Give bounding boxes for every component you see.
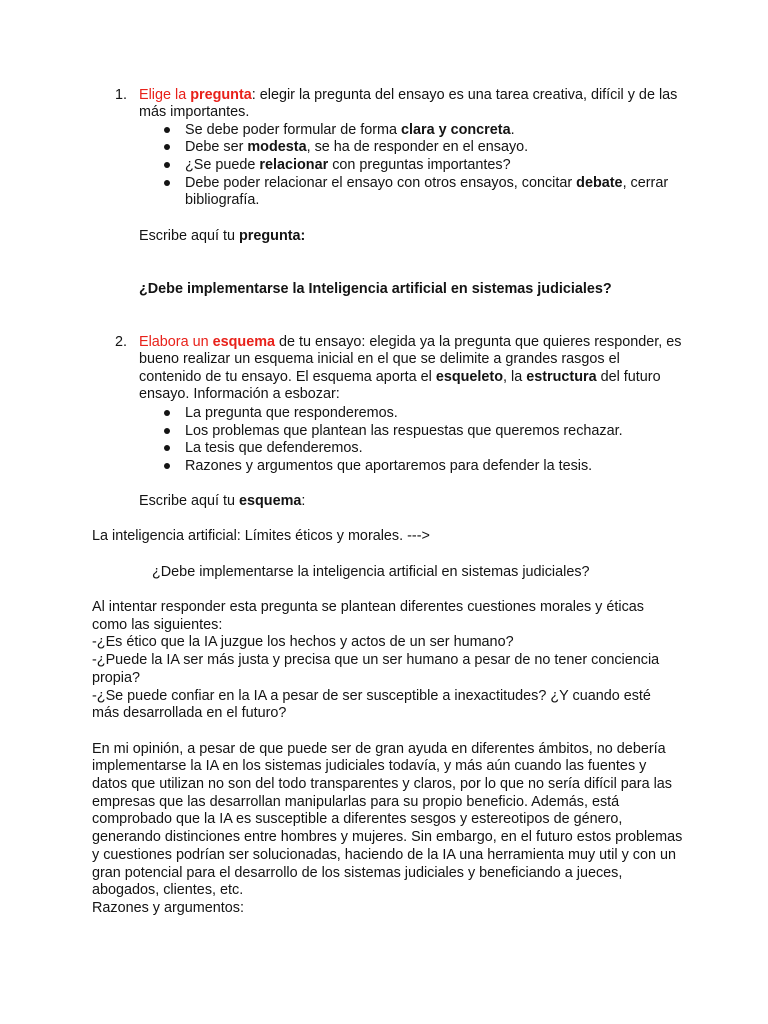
essay-question: ¿Debe implementarse la inteligencia artificial en sistemas judiciales?: [152, 564, 590, 580]
bullet-text: , cerrar: [622, 175, 669, 191]
prompt-text: :: [301, 493, 306, 509]
bullet-bold: debate: [576, 175, 623, 191]
section1-answer: ¿Debe implementarse la Inteligencia artificial en sistemas judiciales?: [139, 281, 612, 297]
section1-bullet-4: [185, 175, 668, 192]
line-bold: esqueleto: [435, 369, 503, 385]
essay-p2-line: datos que utilizan no son del todo transparentes y claros, por lo que no sería difícil para las: [92, 776, 672, 792]
essay-p1-line: -¿Se puede confiar en la IA a pesar de ser susceptible a inexactitudes? ¿Y cuando esté: [92, 688, 651, 704]
section2-bullet-4: Razones y argumentos que aportaremos para defender la tesis.: [185, 458, 593, 474]
section1-write-prompt: [139, 228, 305, 245]
bullet-dot: [164, 144, 170, 150]
essay-p1-line: más desarrollada en el futuro?: [92, 705, 287, 721]
essay-p2-line: empresas que las desarrollan manipularlas para su propio beneficio. Además, está: [92, 794, 620, 810]
bullet-text: con preguntas importantes?: [328, 157, 511, 173]
section1-intro-rest: : elegir la pregunta del ensayo es una tarea creativa, difícil y de las: [251, 87, 678, 103]
section1-bullet-2: [185, 139, 528, 156]
line-bold: estructura: [526, 369, 597, 385]
essay-p1-line: -¿Es ético que la IA juzgue los hechos y actos de un ser humano?: [92, 634, 514, 650]
prompt-bold: pregunta:: [239, 228, 306, 244]
essay-p2-line: comprobado que la IA es susceptible a diferentes sesgos y estereotipos de género,: [92, 811, 623, 827]
essay-p1-line: -¿Puede la IA ser más justa y precisa que un ser humano a pesar de no tener conciencia: [92, 652, 660, 668]
section2-line1: [139, 334, 681, 351]
line-text: , la: [503, 369, 527, 385]
line-text: del futuro: [596, 369, 661, 385]
essay-heading: La inteligencia artificial: Límites éticos y morales. --->: [92, 528, 430, 544]
bullet-dot: [164, 127, 170, 133]
section2-bullet-1: La pregunta que responderemos.: [185, 405, 398, 421]
section2-line1-rest: de tu ensayo: elegida ya la pregunta que quieres responder, es: [275, 334, 682, 350]
essay-p2-line: abogados, clientes, etc.: [92, 882, 244, 898]
prompt-text: Escribe aquí tu: [139, 228, 239, 244]
bullet-bold: relacionar: [259, 157, 329, 173]
section2-bullet-2: Los problemas que plantean las respuestas que queremos rechazar.: [185, 423, 623, 439]
section1-intro-line2: más importantes.: [139, 104, 250, 120]
section1-bullet-4-line2: bibliografía.: [185, 192, 260, 208]
section2-bullet-3: La tesis que defenderemos.: [185, 440, 363, 456]
essay-p2-line: implementarse la IA en los sistemas judiciales todavía, y más aún cuando las fuentes y: [92, 758, 647, 774]
essay-p1-line: como las siguientes:: [92, 617, 223, 633]
list-number-1: 1.: [115, 87, 128, 103]
line-text: contenido de tu ensayo. El esquema aporta el: [139, 369, 436, 385]
section1-title-bold: pregunta: [190, 87, 252, 103]
bullet-dot: [164, 463, 170, 469]
list-number-2: 2.: [115, 334, 128, 350]
section2-line2: bueno realizar un esquema inicial en el que se delimite a grandes rasgos el: [139, 351, 620, 367]
essay-p2-line: generando distinciones entre hombres y mujeres. Sin embargo, en el futuro estos problemas: [92, 829, 683, 845]
section2-title-bold: esquema: [212, 334, 275, 350]
essay-p2-line: y cuestiones podrían ser solucionadas, haciendo de la IA una herramienta muy util y con un: [92, 847, 676, 863]
prompt-bold: esquema: [239, 493, 302, 509]
bullet-text: ¿Se puede: [185, 157, 260, 173]
section1-title-plain: Elige la: [139, 87, 191, 103]
bullet-dot: [164, 410, 170, 416]
essay-p2-line: En mi opinión, a pesar de que puede ser de gran ayuda en diferentes ámbitos, no debería: [92, 741, 666, 757]
bullet-text: Se debe poder formular de forma: [185, 122, 401, 138]
section2-line3: [139, 369, 661, 386]
prompt-text: Escribe aquí tu: [139, 493, 239, 509]
bullet-text: Debe poder relacionar el ensayo con otros ensayos, concitar: [185, 175, 577, 191]
section1-bullet-1: [185, 122, 515, 139]
section2-write-prompt: [139, 493, 305, 510]
bullet-text: , se ha de responder en el ensayo.: [306, 139, 529, 155]
section2-title-plain: Elabora un: [139, 334, 213, 350]
bullet-bold: clara y concreta: [400, 122, 511, 138]
essay-p1-line: Al intentar responder esta pregunta se plantean diferentes cuestiones morales y éticas: [92, 599, 644, 615]
section1-intro-line1: [139, 87, 677, 104]
bullet-dot: [164, 445, 170, 451]
bullet-dot: [164, 428, 170, 434]
bullet-text: .: [510, 122, 515, 138]
bullet-dot: [164, 180, 170, 186]
section2-line4: ensayo. Información a esbozar:: [139, 386, 340, 402]
essay-p2-line: gran potencial para el desarrollo de los sistemas judiciales y beneficiando a jueces,: [92, 865, 623, 881]
bullet-bold: modesta: [247, 139, 307, 155]
bullet-text: Debe ser: [185, 139, 248, 155]
bullet-dot: [164, 162, 170, 168]
essay-p1-line: propia?: [92, 670, 141, 686]
essay-p2-line: Razones y argumentos:: [92, 900, 244, 916]
section1-bullet-3: [185, 157, 511, 174]
